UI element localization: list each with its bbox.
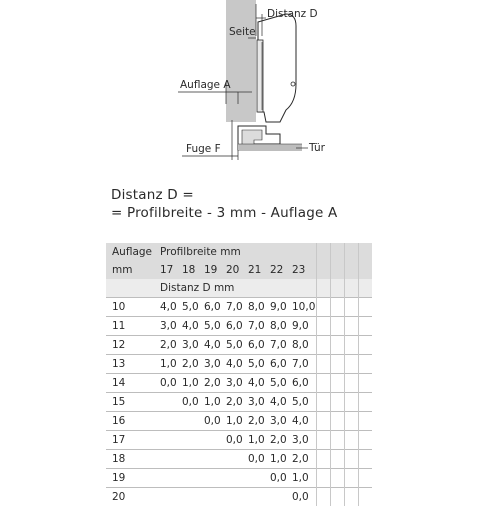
distance-cell	[180, 450, 202, 469]
distance-cell: 5,0	[268, 374, 290, 393]
door-panel	[238, 144, 302, 151]
table-row	[106, 450, 372, 469]
distance-cell: 1,0	[180, 374, 202, 393]
distance-cell: 0,0	[290, 488, 316, 506]
distance-cell: 1,0	[290, 469, 316, 488]
distance-cell	[180, 431, 202, 450]
subheader-distanz: Distanz D mm	[158, 279, 316, 298]
distance-cell: 1,0	[268, 450, 290, 469]
distance-cell: 7,0	[224, 298, 246, 317]
auflage-cell: 19	[106, 469, 158, 488]
table-row	[106, 469, 372, 488]
distance-cell	[202, 488, 224, 506]
header-width: 18	[180, 261, 202, 279]
distance-cell: 6,0	[246, 336, 268, 355]
auflage-cell: 17	[106, 431, 158, 450]
distance-cell: 1,0	[246, 431, 268, 450]
distance-cell: 4,0	[268, 393, 290, 412]
distance-cell	[202, 431, 224, 450]
distance-cell: 1,0	[158, 355, 180, 374]
distance-cell: 6,0	[224, 317, 246, 336]
label-auflage: Auflage A	[180, 79, 231, 91]
distance-cell: 5,0	[246, 355, 268, 374]
table-row	[106, 355, 372, 374]
distance-cell: 0,0	[224, 431, 246, 450]
header-width: 22	[268, 261, 290, 279]
distance-cell: 8,0	[246, 298, 268, 317]
distance-cell: 8,0	[290, 336, 316, 355]
header-mm: mm	[106, 261, 158, 279]
formula-line-1: Distanz D =	[111, 187, 194, 203]
distance-cell: 4,0	[290, 412, 316, 431]
auflage-cell: 16	[106, 412, 158, 431]
distance-cell: 2,0	[202, 374, 224, 393]
distance-cell: 2,0	[224, 393, 246, 412]
header-width: 20	[224, 261, 246, 279]
distance-cell: 0,0	[246, 450, 268, 469]
distance-cell: 4,0	[158, 298, 180, 317]
distance-cell: 3,0	[268, 412, 290, 431]
distance-cell	[158, 412, 180, 431]
distance-cell: 3,0	[158, 317, 180, 336]
distance-cell: 0,0	[158, 374, 180, 393]
distance-cell: 3,0	[246, 393, 268, 412]
distance-cell: 5,0	[180, 298, 202, 317]
auflage-cell: 11	[106, 317, 158, 336]
distance-cell	[268, 488, 290, 506]
distance-cell	[180, 469, 202, 488]
auflage-cell: 20	[106, 488, 158, 506]
distance-cell	[224, 469, 246, 488]
table-row	[106, 374, 372, 393]
distance-cell	[158, 488, 180, 506]
header-width: 17	[158, 261, 180, 279]
distance-cell: 2,0	[180, 355, 202, 374]
auflage-cell: 10	[106, 298, 158, 317]
table-row	[106, 393, 372, 412]
distance-cell: 5,0	[202, 317, 224, 336]
table-row	[106, 298, 372, 317]
distance-cell: 6,0	[268, 355, 290, 374]
hinge-diagram	[0, 0, 500, 175]
distance-cell	[224, 450, 246, 469]
table-row	[106, 488, 372, 506]
header-row-2	[106, 261, 372, 279]
distance-cell	[246, 469, 268, 488]
distance-cell: 4,0	[246, 374, 268, 393]
distance-cell: 5,0	[290, 393, 316, 412]
auflage-cell: 14	[106, 374, 158, 393]
distance-cell: 3,0	[202, 355, 224, 374]
distance-cell: 7,0	[246, 317, 268, 336]
distance-cell: 3,0	[224, 374, 246, 393]
distance-cell: 2,0	[290, 450, 316, 469]
distance-cell	[158, 469, 180, 488]
label-fuge: Fuge F	[186, 143, 221, 155]
distance-cell: 4,0	[202, 336, 224, 355]
distance-cell	[246, 488, 268, 506]
distance-cell: 9,0	[268, 298, 290, 317]
subheader-row	[106, 279, 372, 298]
auflage-cell: 12	[106, 336, 158, 355]
distance-cell: 2,0	[158, 336, 180, 355]
distance-cell	[158, 393, 180, 412]
header-row-1	[106, 243, 372, 261]
header-width: 19	[202, 261, 224, 279]
distance-cell: 4,0	[180, 317, 202, 336]
hinge-arm	[258, 14, 296, 122]
distance-cell: 8,0	[268, 317, 290, 336]
auflage-cell: 13	[106, 355, 158, 374]
auflage-cell: 18	[106, 450, 158, 469]
cabinet-side-panel	[226, 0, 256, 122]
header-width: 21	[246, 261, 268, 279]
table-row	[106, 412, 372, 431]
label-tuer: Tür	[308, 142, 326, 154]
distance-cell	[158, 450, 180, 469]
header-profilbreite: Profilbreite mm	[158, 243, 316, 261]
distance-cell: 7,0	[268, 336, 290, 355]
table-row	[106, 431, 372, 450]
distance-cell: 1,0	[202, 393, 224, 412]
distance-cell	[158, 431, 180, 450]
distance-cell: 3,0	[290, 431, 316, 450]
header-width: 23	[290, 261, 316, 279]
distance-cell: 5,0	[224, 336, 246, 355]
distance-cell	[180, 412, 202, 431]
distance-cell: 7,0	[290, 355, 316, 374]
distance-cell: 3,0	[180, 336, 202, 355]
header-auflage: Auflage	[106, 243, 158, 261]
distance-cell	[180, 488, 202, 506]
distance-cell	[224, 488, 246, 506]
distance-cell: 9,0	[290, 317, 316, 336]
auflage-cell: 15	[106, 393, 158, 412]
distance-cell: 0,0	[202, 412, 224, 431]
distance-cell: 6,0	[290, 374, 316, 393]
table-row	[106, 317, 372, 336]
distance-cell	[202, 450, 224, 469]
distance-cell: 6,0	[202, 298, 224, 317]
distance-cell: 2,0	[268, 431, 290, 450]
formula-line-2: = Profilbreite - 3 mm - Auflage A	[111, 205, 337, 221]
table-row	[106, 336, 372, 355]
label-seite: Seite	[229, 26, 256, 38]
distance-table	[106, 243, 372, 506]
distance-cell: 0,0	[180, 393, 202, 412]
distance-cell	[202, 469, 224, 488]
label-distanz: Distanz D	[267, 8, 318, 20]
distance-cell: 1,0	[224, 412, 246, 431]
distance-cell: 2,0	[246, 412, 268, 431]
distance-cell: 0,0	[268, 469, 290, 488]
distance-cell: 4,0	[224, 355, 246, 374]
distance-cell: 10,0	[290, 298, 316, 317]
